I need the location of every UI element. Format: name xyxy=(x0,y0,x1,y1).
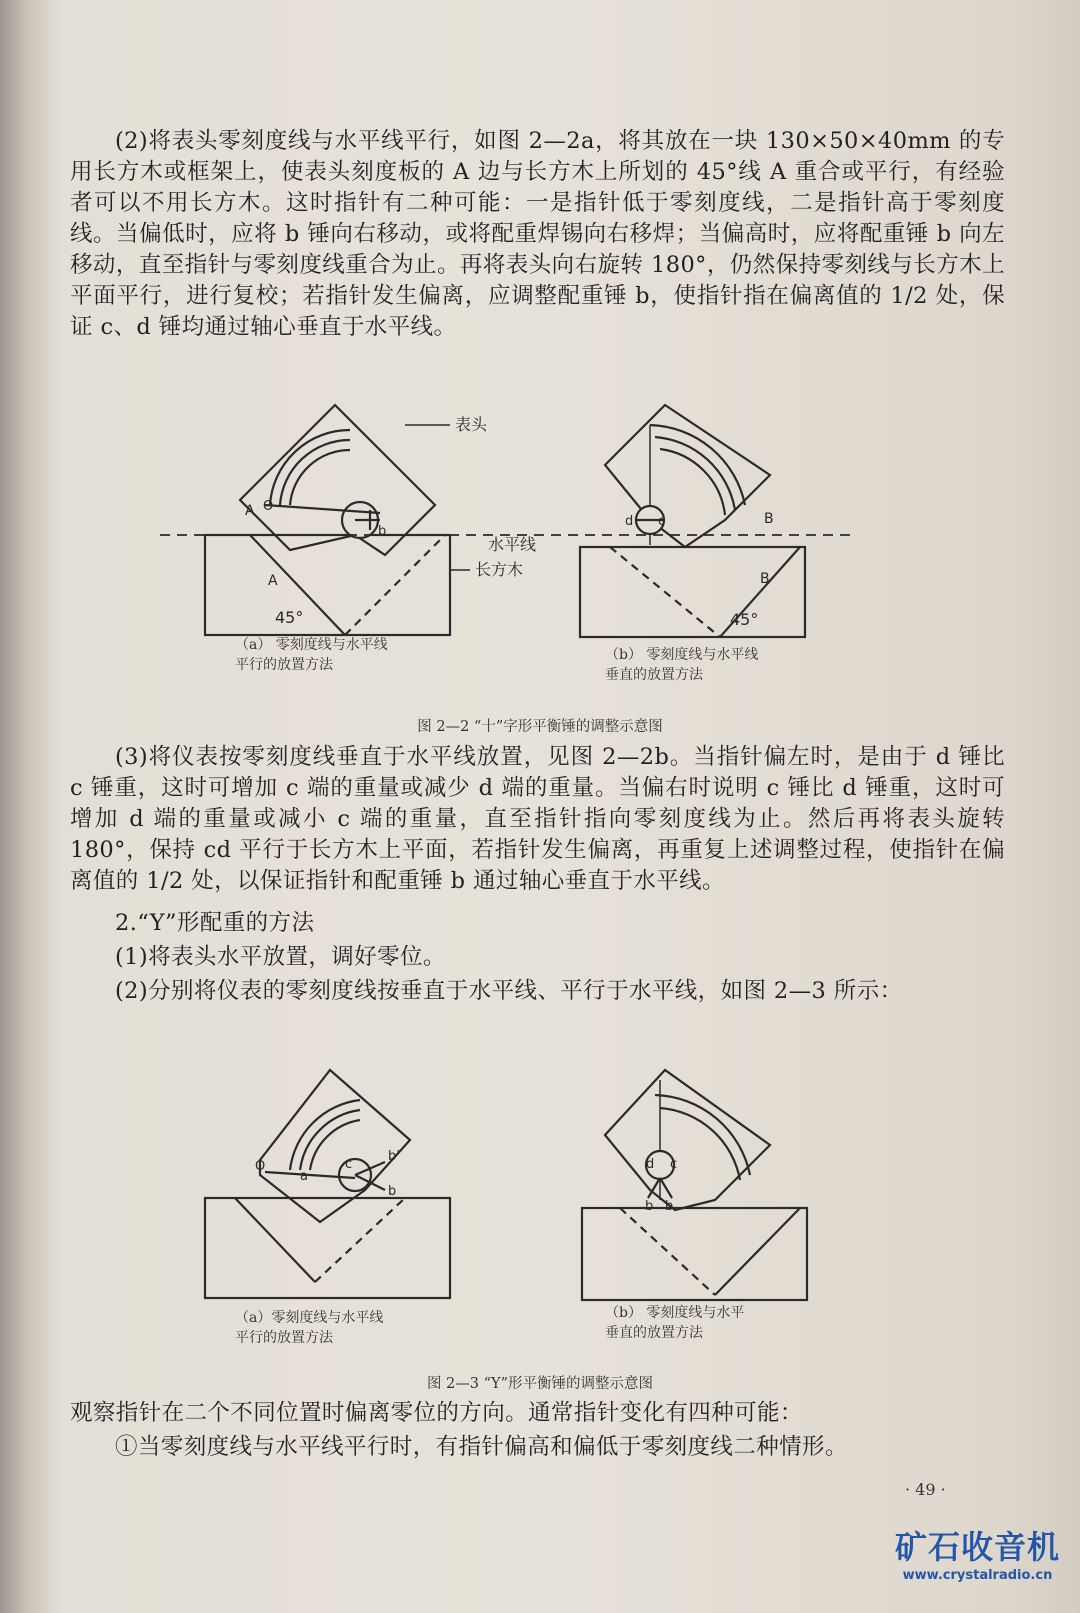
svg-text:B: B xyxy=(764,511,774,527)
svg-text:d: d xyxy=(625,514,634,529)
block-b-y xyxy=(582,1208,807,1300)
paragraph-observe: 观察指针在二个不同位置时偏离零位的方向。通常指针变化有四种可能： xyxy=(70,1400,803,1426)
svg-text:A: A xyxy=(245,503,255,519)
label-changfangmu: 长方木 xyxy=(475,560,524,579)
angle-a: 45° xyxy=(275,608,304,627)
paragraph-step-3: (3)将仪表按零刻度线垂直于水平线放置，见图 2—2b。当指针偏左时，是由于 d 锤比 c 锤重，这时可增加 c 端的重量或减少 d 端的重量。当偏右时说明 c 锤比 d 锤重，这时可增加 d 端的重量或减小 c 端的重量，直至指针指向零刻度线为止。然后再将表头旋转 180°，保持 cd 平行于长方木上平面，若指针发生偏离，再重复上述调整过程，使指针在偏离值的 1/2 处，以保证指针和配重锤 b 通过轴心垂直于水平线。 xyxy=(70,744,1005,894)
svg-text:O: O xyxy=(255,1159,266,1174)
figure-2-3-caption-a: （a）零刻度线与水平线 平行的放置方法 xyxy=(235,1310,384,1346)
angle-b: 45° xyxy=(730,610,759,629)
paragraph-case-1: ①当零刻度线与水平线平行时，有指针偏高和偏低于零刻度线二种情形。 xyxy=(115,1434,848,1460)
svg-text:d: d xyxy=(646,1157,655,1172)
paragraph-y-step-2: (2)分别将仪表的零刻度线按垂直于水平线、平行于水平线，如图 2—3 所示： xyxy=(115,978,903,1004)
paragraph-y-step-1: (1)将表头水平放置，调好零位。 xyxy=(115,944,446,970)
svg-text:b: b xyxy=(665,1199,674,1214)
label-biaotou: 表头 xyxy=(455,415,488,434)
figure-2-2-caption-b: （b） 零刻度线与水平线 垂直的放置方法 xyxy=(605,647,759,683)
meter-a xyxy=(240,405,435,555)
figure-2-2-title: 图 2—2 “十”字形平衡锤的调整示意图 xyxy=(417,719,663,735)
page-number: · 49 · xyxy=(905,1480,946,1499)
svg-text:O: O xyxy=(263,499,274,514)
figure-2-3 xyxy=(150,1050,930,1365)
svg-text:c: c xyxy=(658,514,666,529)
paragraph-step-2: (2)将表头零刻度线与水平线平行，如图 2—2a，将其放在一块 130×50×40mm 的专用长方木或框架上，使表头刻度板的 A 边与长方木上所划的 45°线 A 重合或平行，有经验者可以不用长方木。这时指针有二种可能：一是指针低于零刻度线，二是指针高于零刻度线。当偏低时，应将 b 锤向右移动，或将配重焊锡向右移焊；当偏高时，应将配重锤 b 向左移动，直至指针与零刻度线重合为止。再将表头向右旋转 180°，仍然保持零刻线与长方木上平面平行，进行复校；若指针发生偏离，应调整配重锤 b，使指针指在偏离值的 1/2 处，保证 c、d 锤均通过轴心垂直于水平线。 xyxy=(70,128,1005,340)
block-a-y xyxy=(205,1198,450,1298)
meter-b-y xyxy=(605,1070,770,1210)
figure-2-3-caption-b: （b） 零刻度线与水平 垂直的放置方法 xyxy=(605,1305,745,1341)
svg-text:A: A xyxy=(268,573,278,589)
figure-2-2 xyxy=(150,385,930,715)
meter-a-y xyxy=(260,1070,410,1222)
watermark-brand: 矿石收音机 xyxy=(894,1528,1060,1566)
watermark-url: www.crystalradio.cn xyxy=(902,1568,1053,1583)
svg-text:B: B xyxy=(760,571,770,587)
svg-text:b: b xyxy=(378,524,387,539)
svg-text:c: c xyxy=(345,1157,353,1172)
label-shuipingxian: 水平线 xyxy=(488,535,537,554)
svg-text:c: c xyxy=(670,1157,678,1172)
svg-text:b: b xyxy=(645,1199,654,1214)
block-b xyxy=(580,547,805,637)
svg-text:a: a xyxy=(300,1169,308,1184)
section-heading-y-method: 2.“Y”形配重的方法 xyxy=(115,910,315,936)
svg-text:b: b xyxy=(388,1184,397,1199)
block-a xyxy=(205,535,450,635)
figure-2-3-drawing xyxy=(150,1050,930,1310)
svg-text:b': b' xyxy=(388,1149,400,1164)
watermark xyxy=(895,1522,1060,1583)
figure-2-2-caption-a: （a） 零刻度线与水平线 平行的放置方法 xyxy=(235,637,388,673)
figure-2-3-title: 图 2—3 “Y”形平衡锤的调整示意图 xyxy=(426,1376,654,1392)
